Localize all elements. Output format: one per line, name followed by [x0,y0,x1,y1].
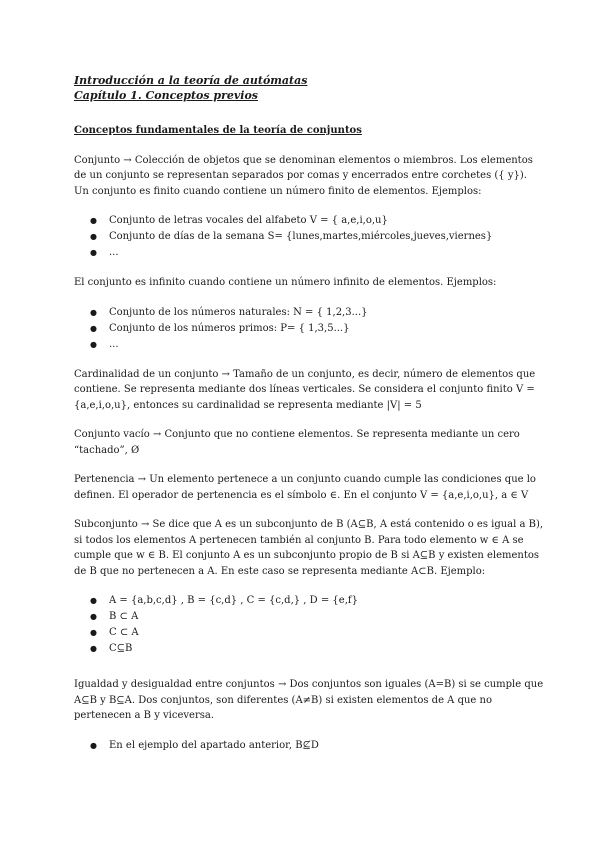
list-item: ● ... [74,245,544,261]
document-content [74,73,544,768]
document-title: Introducción a la teoría de autómatas [74,74,308,87]
chapter-title: Capítulo 1. Conceptos previos [74,89,258,102]
paragraph-cardinalidad: Cardinalidad de un conjunto → Tamaño de un conjunto, es decir, número de elementos que contiene. Se representa mediante dos líneas verticales. Se considera el conjunto finito V = {a,e,i,o,u}, entonces su cardinalidad se representa mediante |V| = 5 [74,368,536,411]
list-item: ● A = {a,b,c,d} , B = {c,d} , C = {c,d,} , D = {e,f} [74,593,544,609]
list-infinite-examples [74,305,544,353]
list-item: ● C ⊂ A [74,625,544,641]
paragraph-vacio: Conjunto vacío → Conjunto que no contiene elementos. Se representa mediante un cero “tachado”, Ø [74,429,520,456]
list-item: ● Conjunto de días de la semana S= {lunes,martes,miércoles,jueves,viernes} [74,229,544,245]
list-item: ● En el ejemplo del apartado anterior, B⊈D [74,738,544,754]
paragraph-pertenencia: Pertenencia → Un elemento pertenece a un conjunto cuando cumple las condiciones que lo definen. El operador de pertenencia es el símbolo ∈. En el conjunto V = {a,e,i,o,u}, a ∈ V [74,474,536,501]
list-item: ● Conjunto de los números naturales: N = { 1,2,3...} [74,305,544,321]
paragraph-conjunto: Conjunto → Colección de objetos que se denominan elementos o miembros. Los elementos de un conjunto se representan separados por comas y encerrados entre corchetes ({ y}). [74,154,533,181]
list-equality-examples [74,738,544,754]
list-item: ● Conjunto de letras vocales del alfabeto V = { a,e,i,o,u} [74,213,544,229]
paragraph-infinito: El conjunto es infinito cuando contiene un número infinito de elementos. Ejemplos: [74,277,497,288]
list-item: ● B ⊂ A [74,609,544,625]
list-item: ● Conjunto de los números primos: P= { 1,3,5...} [74,321,544,337]
list-subset-examples [74,593,544,657]
section-heading: Conceptos fundamentales de la teoría de conjuntos [74,125,362,136]
paragraph-finito: Un conjunto es finito cuando contiene un número finito de elementos. Ejemplos: [74,185,482,197]
paragraph-igualdad: Igualdad y desigualdad entre conjuntos → Dos conjuntos son iguales (A=B) si se cumple que A⊆B y B⊆A. Dos conjuntos, son diferentes (A≠B) si existen elementos de A que no pertenecen a B y viceversa. [74,679,544,721]
list-item: ● ... [74,337,544,353]
paragraph-subconjunto: Subconjunto → Se dice que A es un subconjunto de B (A⊆B, A está contenido o es igual a B), si todos los elementos A pertenecen también al conjunto B. Para todo elemento w ∈ A se cumple que w ∈ B. El conjunto A es un subconjunto propio de B si A⊆B y existen elementos de B que no pertenecen a A. En este caso se representa mediante A⊂B. Ejemplo: [74,519,544,577]
list-item: ● C⊆B [74,641,544,657]
list-finite-examples [74,213,544,261]
